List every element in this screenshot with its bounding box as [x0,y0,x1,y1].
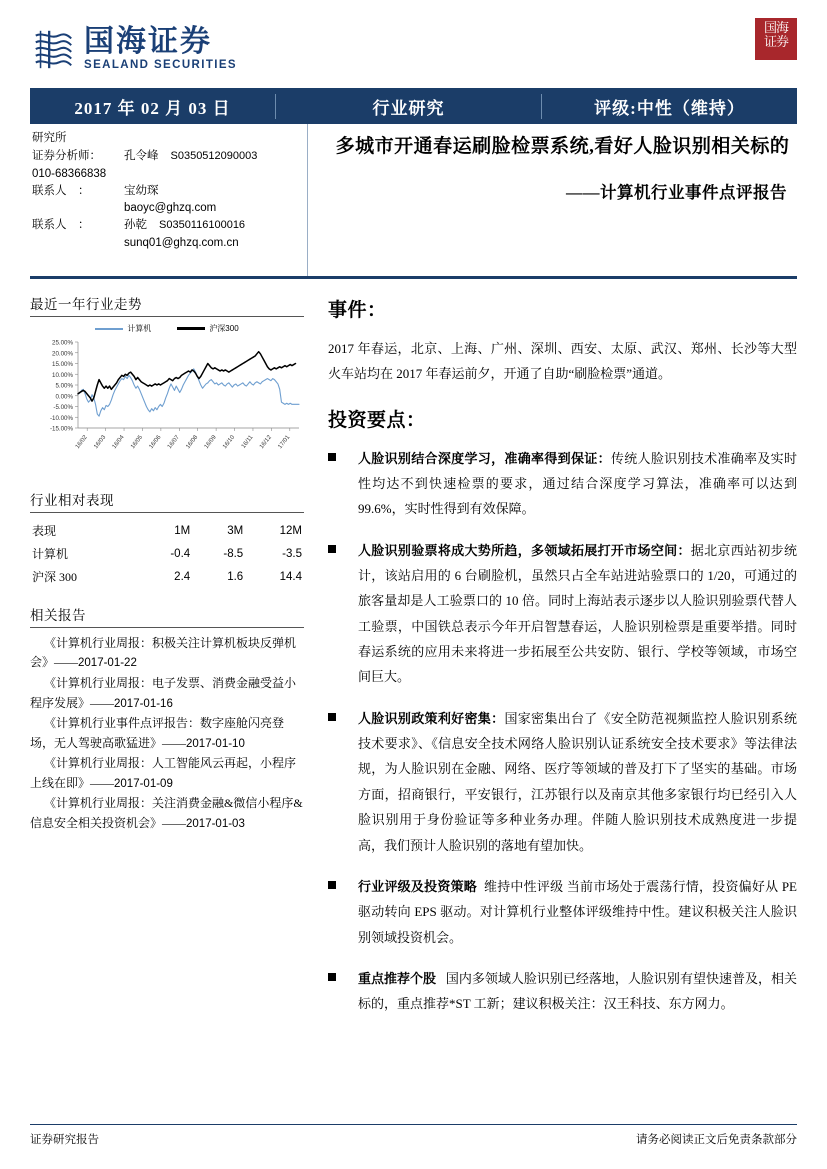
row-0-cell-3: -3.5 [282,547,302,560]
report-title-0: 《计算机行业周报：积极关注计算机板块反弹机会》—— [30,636,297,670]
svg-text:16/04: 16/04 [111,434,126,451]
event-paragraph: 2017 年春运，北京、上海、广州、深圳、西安、太原、武汉、郑州、长沙等大型火车站均在 2017 年春运前夕，开通了自助“刷脸检票”通道。 [328,341,797,382]
highlight-lead-3: 行业评级及投资策略 [358,878,478,894]
analyst-label: 证券分析师： [32,150,101,162]
page-title: 多城市开通春运刷脸检票系统,看好人脸识别相关标的 [335,136,790,157]
svg-text:16/08: 16/08 [185,434,200,451]
company-logo [30,26,237,72]
report-title-4: 《计算机行业周报：关注消费金融&微信小程序&信息安全相关投资机会》—— [30,796,303,830]
bullet-square-icon [328,538,358,690]
upper-info-region [30,124,797,279]
contact-1-name: 宝幼琛 [124,184,159,197]
table-header-row [30,519,304,542]
left-sidebar-column [30,293,318,1033]
svg-text:16/11: 16/11 [240,434,255,450]
company-seal-stamp [755,18,797,60]
chart-legend [30,323,304,334]
svg-text:-10.00%: -10.00% [49,414,73,422]
bullet-square-icon [328,874,358,950]
svg-text:25.00%: 25.00% [52,339,73,347]
col-header-0: 表现 [32,524,57,538]
svg-text:10.00%: 10.00% [52,371,73,379]
highlight-body-4: 国内多领域人脸识别已经落地，人脸识别有望快速普及，相关标的，重点推荐*ST 工新；建议积极关注：汉王科技、东方网力。 [358,970,797,1012]
bullet-square-icon [328,966,358,1017]
svg-text:20.00%: 20.00% [52,350,73,358]
svg-text:16/06: 16/06 [148,434,163,451]
relative-performance-table [30,519,304,588]
row-1-cell-1: 2.4 [174,570,191,583]
col-header-2: 3M [227,524,244,537]
chart-canvas [30,336,305,468]
highlight-body-0: 传统人脸识别技术准确率及实时性均达不到快速检票的要求，通过结合深度学习算法，准确率可以达到 99.6%，实时性得到有效保障。 [358,450,797,517]
report-date-3: 2017-01-09 [114,777,173,790]
contact-row-1 [32,183,301,200]
report-date-4: 2017-01-03 [186,817,245,830]
report-category: 行业研究 [275,94,542,119]
row-0-cell-0: 计算机 [32,547,69,561]
list-item[interactable] [30,634,304,673]
svg-text:17/01: 17/01 [277,434,292,451]
svg-text:16/03: 16/03 [93,434,108,451]
list-item [328,706,797,858]
list-item[interactable] [30,794,304,833]
contact-1-email[interactable]: baoyc@ghzq.com [124,202,217,215]
report-date-2: 2017-01-10 [186,737,245,750]
legend-swatch-1 [177,327,205,330]
page-subtitle: ——计算机行业事件点评报告 [566,183,787,203]
highlight-body-3: 维持中性评级 当前市场处于震荡行情，投资偏好从 PE 驱动转向 EPS 驱动。对计算机行业整体评级维持中性。建议积极关注人脸识别领域投资机会。 [358,878,797,945]
legend-label-1: 沪深300 [209,324,239,333]
report-date: 2017 年 02 月 03 日 [74,98,231,118]
col-header-3: 12M [279,524,302,537]
svg-text:16/09: 16/09 [203,434,218,451]
svg-text:5.00%: 5.00% [55,382,73,390]
legend-item-1 [177,323,238,334]
highlight-lead-1: 人脸识别验票将成大势所趋，多领域拓展打开市场空间： [358,542,691,558]
event-heading: 事件： [328,300,387,321]
legend-label-0: 计算机 [127,324,152,333]
list-item [328,874,797,950]
report-title-1: 《计算机行业周报：电子发票、消费金融受益小程序发展》—— [30,676,297,710]
header-bar [30,88,797,124]
legend-item-0 [95,323,151,334]
footer-left-text: 证券研究报告 [30,1134,99,1146]
logo-name-cn: 国海证券 [84,24,212,58]
legend-swatch-0 [95,328,123,330]
chart-section-heading: 最近一年行业走势 [30,293,304,317]
list-item[interactable] [30,674,304,713]
highlight-lead-2: 人脸识别政策利好密集： [358,710,505,726]
table-row [30,565,304,588]
report-date-0: 2017-01-22 [78,657,137,670]
analyst-phone: 010-68366838 [32,167,107,180]
logo-name-en: SEALAND SECURITIES [84,58,237,71]
page-footer [30,1124,797,1147]
report-date-1: 2017-01-16 [114,697,173,710]
table-row [30,542,304,565]
title-block [308,124,797,276]
contact-1-label: 联系人 ： [32,184,90,197]
contact-row-2 [32,217,301,234]
row-1-cell-3: 14.4 [279,570,302,583]
svg-text:16/12: 16/12 [258,434,273,451]
list-item [328,538,797,690]
svg-text:16/07: 16/07 [166,434,181,451]
seal-line-2: 证券 [763,33,788,49]
masthead [30,0,797,82]
list-item [328,446,797,522]
svg-text:16/02: 16/02 [74,434,89,451]
svg-text:16/05: 16/05 [130,434,145,451]
contact-2-certificate-id: S0350116100016 [159,218,246,231]
body-columns [30,293,797,1033]
analyst-name: 孔令峰 [124,150,159,162]
svg-text:-5.00%: -5.00% [53,404,73,412]
bullet-square-icon [328,706,358,858]
svg-text:0.00%: 0.00% [55,393,73,401]
sealand-wave-logo-icon [30,26,76,72]
main-content-column [318,293,797,1033]
row-1-cell-0: 沪深 300 [32,570,78,584]
row-1-cell-2: 1.6 [227,570,244,583]
highlight-body-1: 据北京西站初步统计，该站启用的 6 台刷脸机，虽然只占全车站进站验票口的 1/20，可通过的旅客量却是人工验票口的 10 倍。同时上海站表示逐步以人脸识别验票代替人工验票，中国铁总表示今年开启智慧春运，人脸识别检票是重要举措。同时春运系统的应用未来将进一步拓展至公共安防、银行、学校等领域，市场空间巨大。 [358,542,797,685]
related-reports-section [30,604,304,833]
highlight-body-2: 国家密集出台了《安全防范视频监控人脸识别系统技术要求》、《信息安全技术网络人脸识别认证系统安全技术要求》等法律法规，为人脸识别在金融、网络、医疗等领域的普及打下了坚实的基础。市场方面，招商银行，平安银行，江苏银行以及南京其他多家银行均已经引入人脸识别用于身份验证等多种业务办理。伴随人脸识别技术成熟度进一步提高，我们预计人脸识别的落地有望加快。 [358,710,797,853]
row-0-cell-2: -8.5 [223,547,244,560]
col-header-1: 1M [174,524,191,537]
contact-2-label: 联系人 ： [32,218,90,231]
analyst-info-block [30,124,308,276]
highlights-heading: 投资要点： [328,409,426,431]
perf-table-heading: 行业相对表现 [30,489,304,513]
list-item [328,966,797,1017]
related-reports-heading: 相关报告 [30,604,304,628]
svg-text:15.00%: 15.00% [52,361,73,369]
svg-text:16/10: 16/10 [222,434,237,451]
report-title-2: 《计算机行业事件点评报告：数字座舱闪亮登场，无人驾驶高歌猛进》—— [30,716,285,750]
footer-right-text: 请务必阅读正文后免责条款部分 [636,1134,797,1146]
report-rating: 评级:中性（维持） [594,98,745,118]
highlight-lead-4: 重点推荐个股 [358,970,437,986]
list-item[interactable] [30,714,304,753]
report-title-3: 《计算机行业周报：人工智能风云再起，小程序上线在即》—— [30,756,297,790]
analyst-row [32,148,301,165]
seal-line-1: 国海 [763,20,788,35]
list-item[interactable] [30,754,304,793]
highlight-lead-0: 人脸识别结合深度学习，准确率得到保证： [358,450,611,466]
analyst-certificate-id: S0350512090003 [170,150,258,162]
svg-text:-15.00%: -15.00% [49,425,73,433]
highlights-list [328,446,797,1017]
industry-trend-chart [30,323,304,473]
bullet-square-icon [328,446,358,522]
row-0-cell-1: -0.4 [170,547,191,560]
contact-2-name: 孙乾 [124,218,147,231]
contact-2-email[interactable]: sunq01@ghzq.com.cn [124,236,239,249]
research-dept-label: 研究所 [32,132,67,144]
